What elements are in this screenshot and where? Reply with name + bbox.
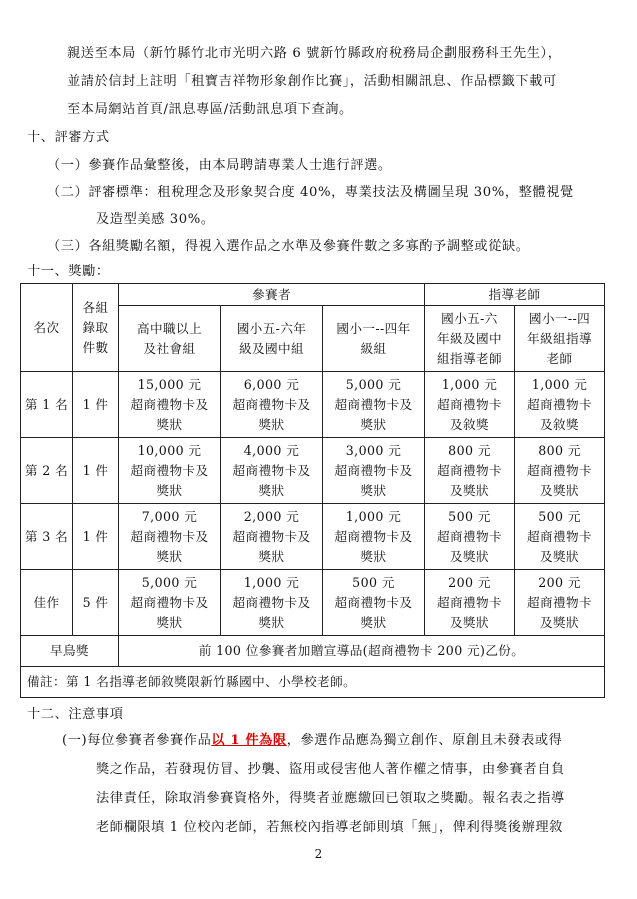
table-row — [21, 504, 605, 570]
header-mid-group: 國小五-六年 級及國中組 — [221, 306, 323, 372]
prize-cell: 1,000 元 超商禮物卡 及敘獎 — [515, 372, 605, 438]
count-cell: 5 件 — [73, 570, 119, 636]
prize-cell: 1,000 元 超商禮物卡及 獎狀 — [323, 504, 425, 570]
intro-line-2: 並請於信封上註明「租寶吉祥物形象創作比賽」，活動相關訊息、作品標籤下載可 — [67, 74, 557, 89]
section-10-item-1: （一）參賽作品彙整後，由本局聘請專業人士進行評選。 — [47, 158, 392, 173]
prize-cell: 1,000 元 超商禮物卡及 獎狀 — [221, 570, 323, 636]
header-rank: 名次 — [21, 284, 73, 372]
table-row — [21, 570, 605, 636]
limit-highlight: 以 1 件為限 — [211, 733, 287, 748]
table-row — [21, 372, 605, 438]
table-row — [21, 438, 605, 504]
intro-line-3: 至本局網站首頁/訊息專區/活動訊息項下查詢。 — [67, 102, 353, 117]
section-10-item-2-line-2: 及造型美感 30%。 — [96, 212, 215, 227]
prize-cell: 6,000 元 超商禮物卡及 獎狀 — [221, 372, 323, 438]
early-bird-label: 早鳥獎 — [21, 636, 119, 667]
section-12-line-2: 獎之作品，若發現仿冒、抄襲、盜用或侵害他人著作權之情事，由參賽者自負 — [96, 762, 565, 777]
section-10-heading: 十、評審方式 — [27, 130, 110, 145]
award-table — [20, 283, 605, 698]
rank-cell: 第 2 名 — [21, 438, 73, 504]
header-junior-group: 國小一--四年 級組 — [323, 306, 425, 372]
rank-cell: 佳作 — [21, 570, 73, 636]
count-cell: 1 件 — [73, 372, 119, 438]
count-cell: 1 件 — [73, 504, 119, 570]
section-12-line-1 — [62, 731, 562, 751]
prize-cell: 500 元 超商禮物卡 及獎狀 — [515, 504, 605, 570]
header-teacher-junior: 國小一--四 年級組指導 老師 — [515, 306, 605, 372]
section-12-line-1-end: ，參選作品應為獨立創作、原創且未發表或得 — [286, 733, 563, 748]
intro-line-1: 親送至本局（新竹縣竹北市光明六路 6 號新竹縣政府稅務局企劃服務科王先生）， — [67, 46, 562, 61]
prize-cell: 500 元 超商禮物卡 及獎狀 — [425, 504, 515, 570]
rank-cell: 第 1 名 — [21, 372, 73, 438]
prize-cell: 10,000 元 超商禮物卡及 獎狀 — [119, 438, 221, 504]
prize-cell: 800 元 超商禮物卡 及獎狀 — [425, 438, 515, 504]
header-count: 各組 錄取 件數 — [73, 284, 119, 372]
prize-cell: 4,000 元 超商禮物卡及 獎狀 — [221, 438, 323, 504]
header-participants: 參賽者 — [119, 284, 425, 306]
prize-cell: 800 元 超商禮物卡 及獎狀 — [515, 438, 605, 504]
early-bird-text: 前 100 位參賽者加贈宣導品(超商禮物卡 200 元)乙份。 — [119, 636, 605, 667]
prize-cell: 3,000 元 超商禮物卡及 獎狀 — [323, 438, 425, 504]
prize-cell: 15,000 元 超商禮物卡及 獎狀 — [119, 372, 221, 438]
prize-cell: 1,000 元 超商禮物卡 及敘獎 — [425, 372, 515, 438]
prize-cell: 5,000 元 超商禮物卡及 獎狀 — [119, 570, 221, 636]
section-12-line-1-start: (一)每位參賽者參賽作品 — [62, 733, 212, 748]
header-teachers: 指導老師 — [425, 284, 605, 306]
prize-cell: 5,000 元 超商禮物卡及 獎狀 — [323, 372, 425, 438]
header-teacher-senior: 國小五-六 年級及國中 組指導老師 — [425, 306, 515, 372]
section-10-item-2-line-1: （二）評審標準：租稅理念及形象契合度 40%，專業技法及構圖呈現 30%，整體視覺 — [47, 185, 574, 200]
page-number: 2 — [314, 847, 323, 861]
prize-cell: 2,000 元 超商禮物卡及 獎狀 — [221, 504, 323, 570]
section-12-line-4: 老師欄限填 1 位校內老師，若無校內指導老師則填「無」，俾利得獎後辦理敘 — [96, 820, 563, 835]
count-cell: 1 件 — [73, 438, 119, 504]
prize-cell: 500 元 超商禮物卡及 獎狀 — [323, 570, 425, 636]
prize-cell: 7,000 元 超商禮物卡及 獎狀 — [119, 504, 221, 570]
prize-cell: 200 元 超商禮物卡 及獎狀 — [515, 570, 605, 636]
section-12-heading: 十二、注意事項 — [27, 707, 124, 722]
section-12-line-3: 法律責任，除取消參賽資格外，得獎者並應繳回已領取之獎勵。報名表之指導 — [96, 791, 565, 806]
section-11-heading: 十一、獎勵： — [27, 264, 110, 279]
section-10-item-3: （三）各組獎勵名額，得視入選作品之水準及參賽件數之多寡酌予調整或從缺。 — [47, 239, 530, 254]
rank-cell: 第 3 名 — [21, 504, 73, 570]
header-senior-group: 高中職以上 及社會組 — [119, 306, 221, 372]
table-note: 備註：第 1 名指導老師敘獎限新竹縣國中、小學校老師。 — [21, 667, 605, 698]
prize-cell: 200 元 超商禮物卡 及獎狀 — [425, 570, 515, 636]
